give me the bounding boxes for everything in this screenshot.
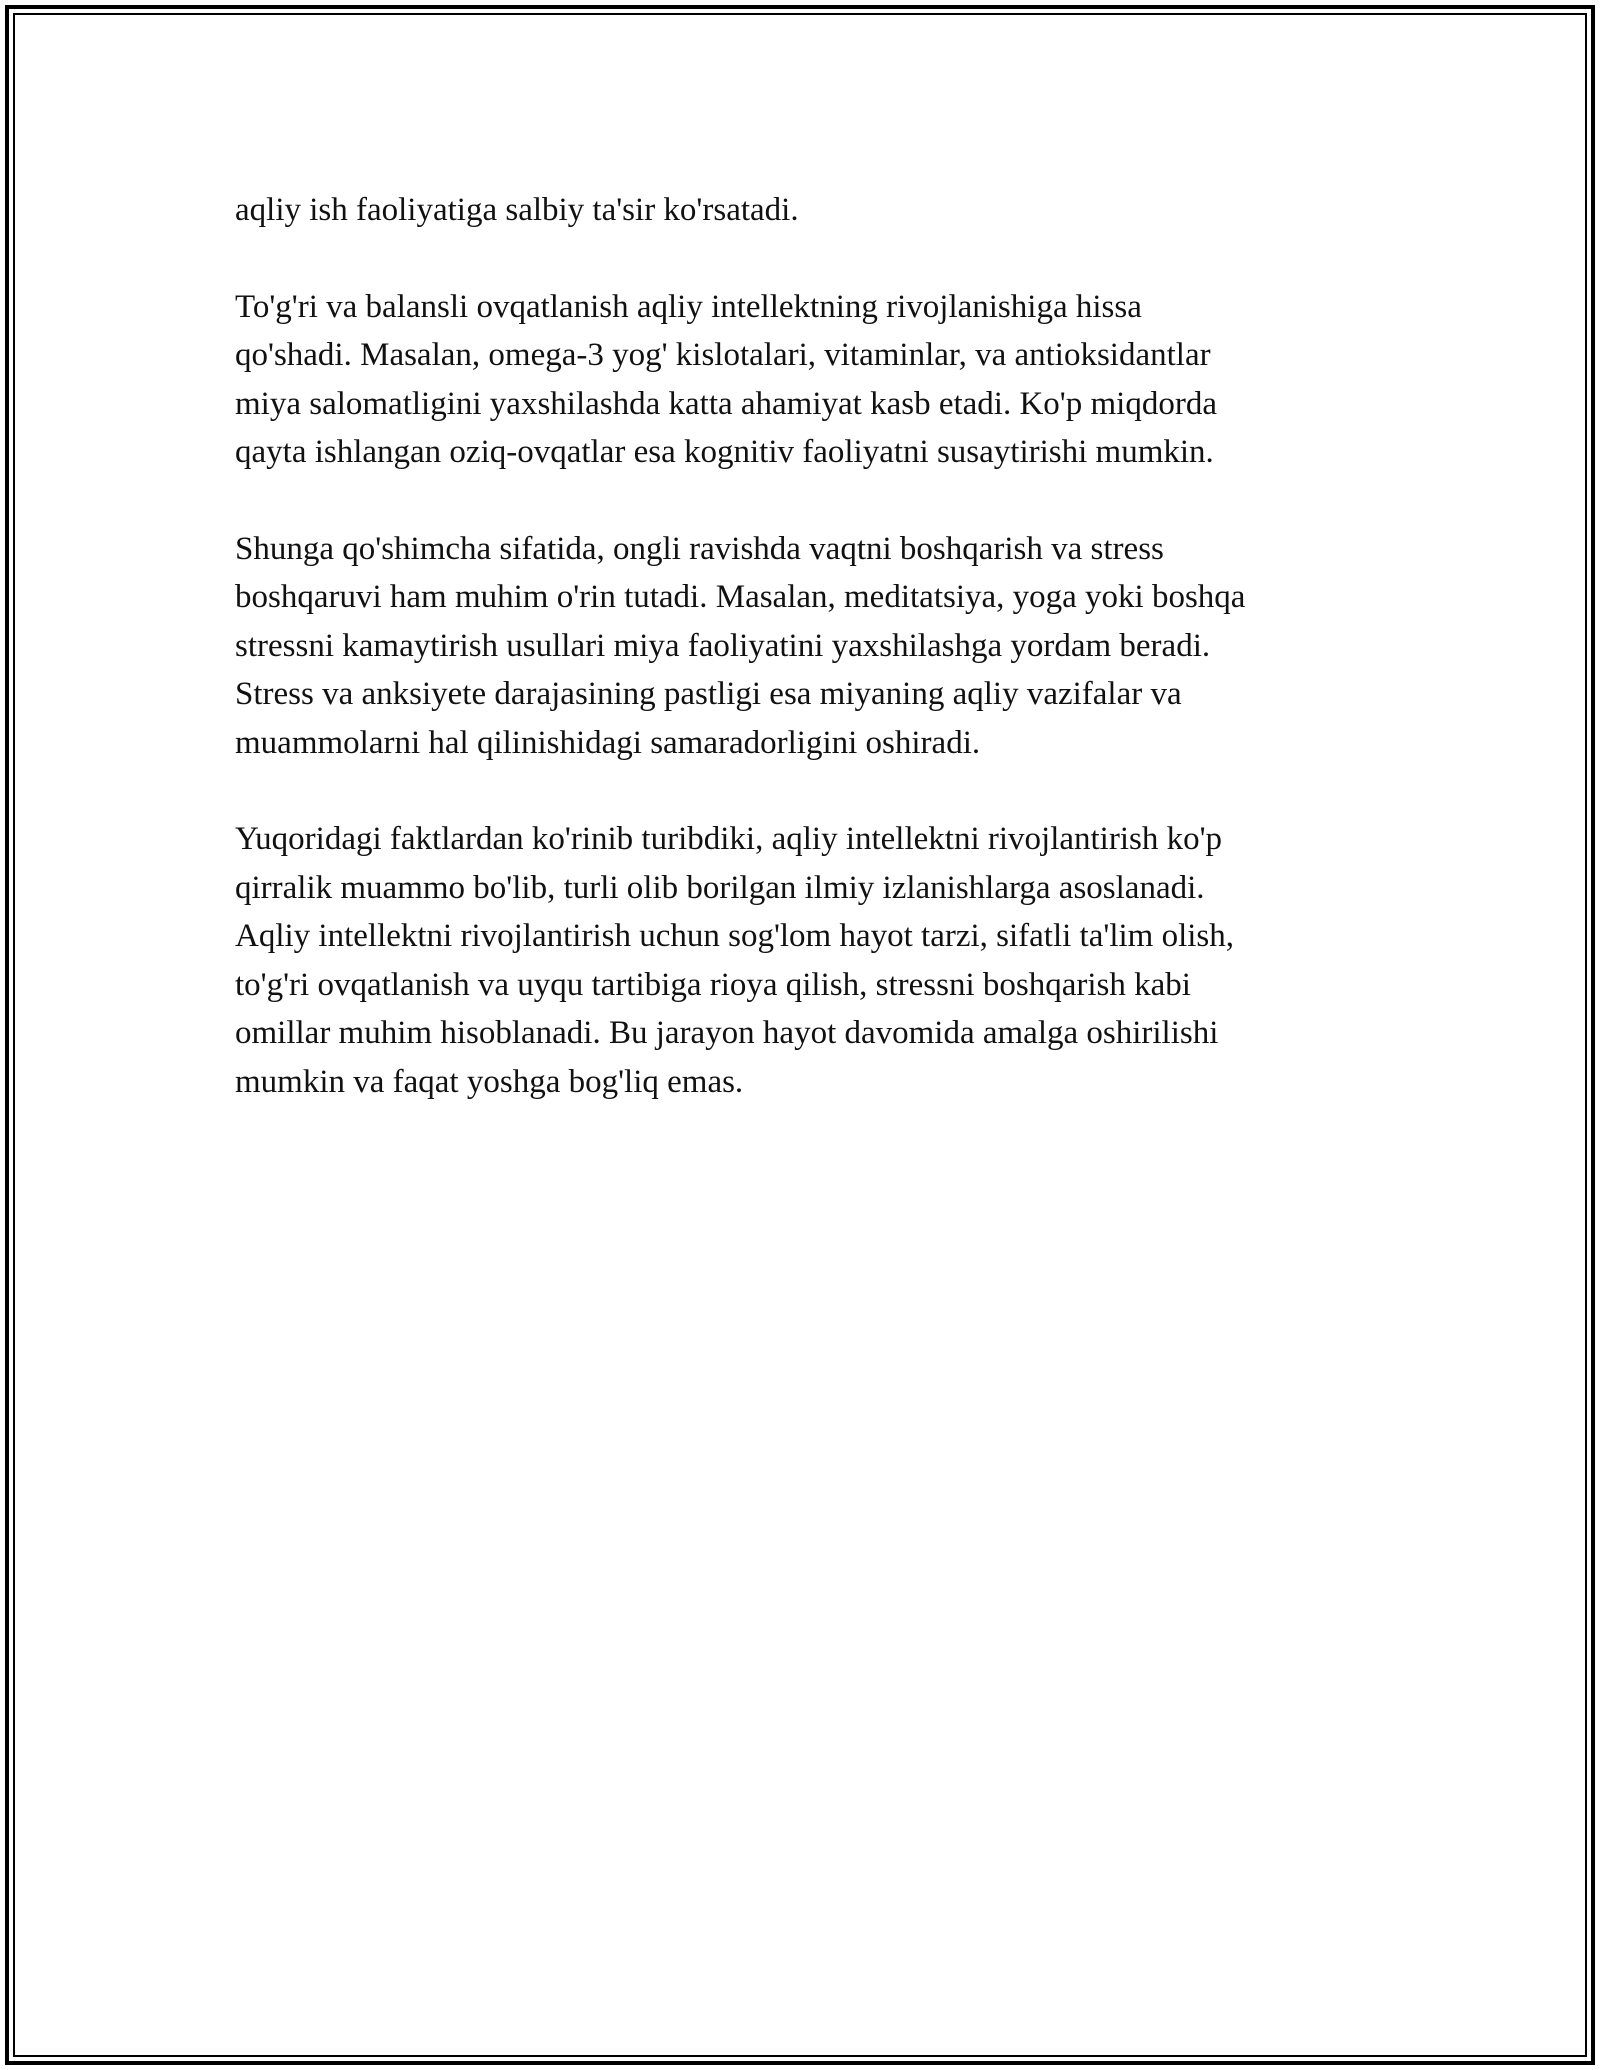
paragraph-1: aqliy ish faoliyatiga salbiy ta'sir ko'rsatadi. [235,192,799,228]
document-body [235,186,1395,1154]
paragraph-2: To'g'ri va balansli ovqatlanish aqliy intellektning rivojlanishiga hissa qo'shadi. Masalan, omega-3 yog' kislotalari, vitaminlar, va antioksidantlar miya salomatligini yaxshilashda katta ahamiyat kasb etadi. Ko'p miqdorda qayta ishlangan oziq-ovqatlar esa kognitiv faoliyatni susaytirishi mumkin. [235,288,1217,470]
paragraph-4: Yuqoridagi faktlardan ko'rinib turibdiki, aqliy intellektni rivojlantirish ko'p qirralik muammo bo'lib, turli olib borilgan ilmiy izlanishlarga asoslanadi. Aqliy intellektni rivojlantirish uchun sog'lom hayot tarzi, sifatli ta'lim olish, to'g'ri ovqatlanish va uyqu tartibiga rioya qilish, stressni boshqarish kabi omillar muhim hisoblanadi. Bu jarayon hayot davomida amalga oshirilishi mumkin va faqat yoshga bog'liq emas. [235,821,1235,1100]
paragraph-3: Shunga qo'shimcha sifatida, ongli ravishda vaqtni boshqarish va stress boshqaruvi ham muhim o'rin tutadi. Masalan, meditatsiya, yoga yoki boshqa stressni kamaytirish usullari miya faoliyatini yaxshilashga yordam beradi. Stress va anksiyete darajasining pastligi esa miyaning aqliy vazifalar va muammolarni hal qilinishidagi samaradorligini oshiradi. [235,530,1246,761]
